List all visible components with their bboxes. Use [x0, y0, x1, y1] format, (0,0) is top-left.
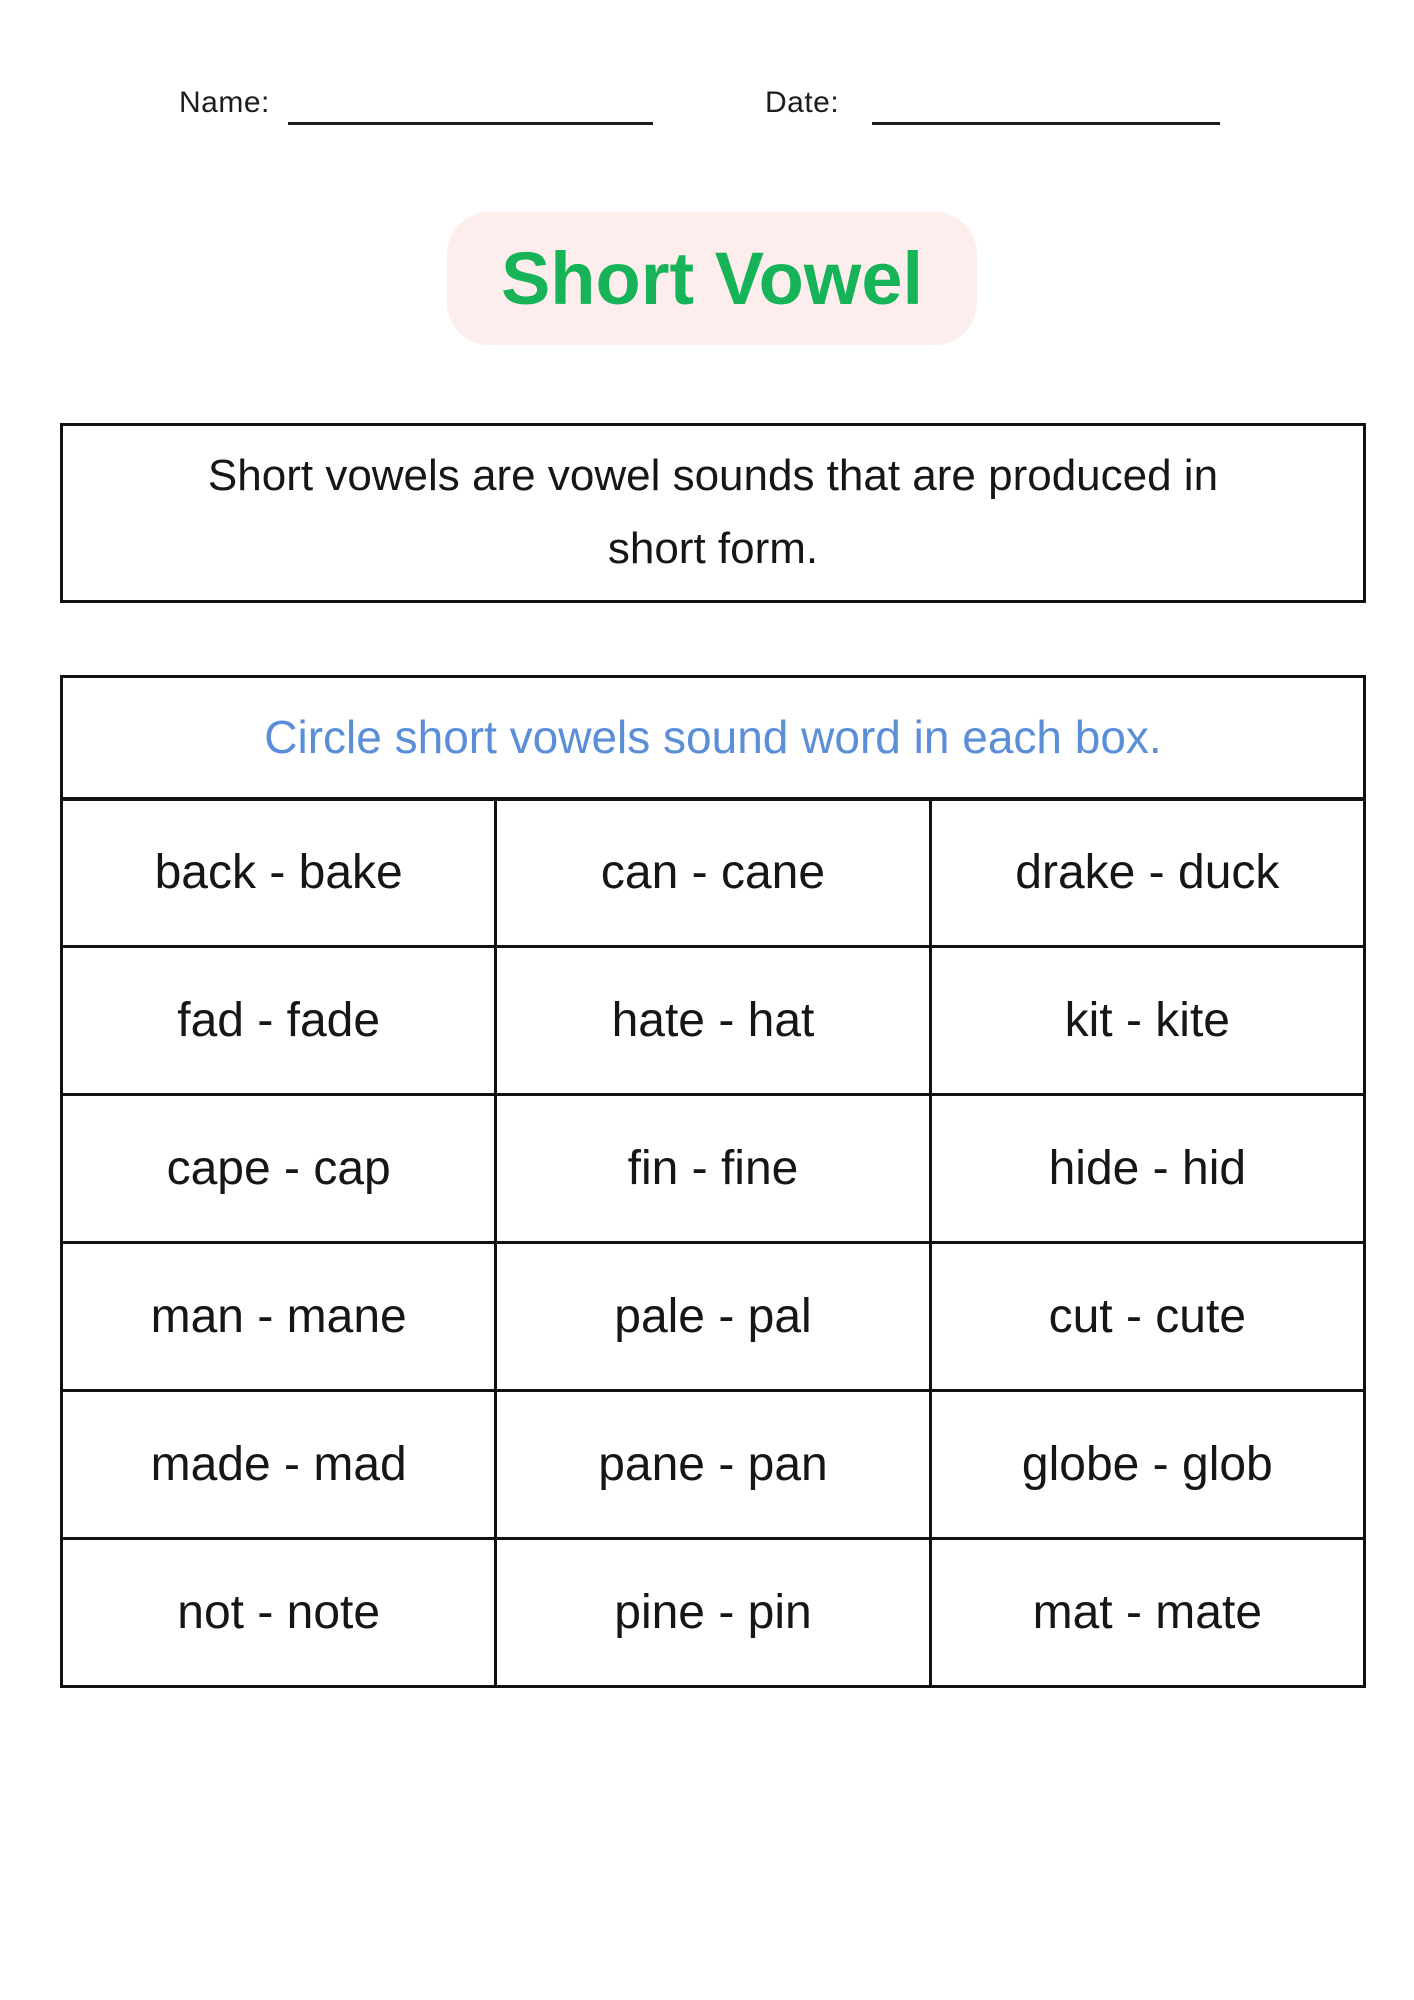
meta-row — [0, 86, 1414, 126]
word-pair-cell[interactable]: mat - mate — [930, 1539, 1364, 1687]
word-pair-cell[interactable]: made - mad — [62, 1391, 496, 1539]
date-label: Date: — [765, 86, 840, 119]
word-pair-cell[interactable]: pane - pan — [496, 1391, 930, 1539]
word-pair-cell[interactable]: can - cane — [496, 799, 930, 947]
exercise-table — [60, 675, 1366, 1688]
word-pair-cell[interactable]: not - note — [62, 1539, 496, 1687]
word-pair-cell[interactable]: fad - fade — [62, 947, 496, 1095]
date-fill-line[interactable] — [872, 122, 1220, 125]
table-row — [62, 1539, 1365, 1687]
word-pair-cell[interactable]: hide - hid — [930, 1095, 1364, 1243]
name-label: Name: — [179, 86, 270, 119]
title-badge — [447, 212, 977, 345]
table-row — [62, 1243, 1365, 1391]
instruction-text: Circle short vowels sound word in each box. — [62, 677, 1365, 799]
definition-box — [60, 423, 1366, 603]
word-pair-cell[interactable]: pale - pal — [496, 1243, 930, 1391]
word-pair-cell[interactable]: kit - kite — [930, 947, 1364, 1095]
word-pair-cell[interactable]: hate - hat — [496, 947, 930, 1095]
page-title: Short Vowel — [500, 236, 924, 320]
word-pair-cell[interactable]: back - bake — [62, 799, 496, 947]
instruction-row — [62, 677, 1365, 799]
word-pair-cell[interactable]: man - mane — [62, 1243, 496, 1391]
word-pair-cell[interactable]: globe - glob — [930, 1391, 1364, 1539]
word-pair-cell[interactable]: drake - duck — [930, 799, 1364, 947]
word-pair-cell[interactable]: cut - cute — [930, 1243, 1364, 1391]
table-row — [62, 1095, 1365, 1243]
word-pair-cell[interactable]: pine - pin — [496, 1539, 930, 1687]
table-row — [62, 799, 1365, 947]
word-pair-cell[interactable]: cape - cap — [62, 1095, 496, 1243]
word-pair-cell[interactable]: fin - fine — [496, 1095, 930, 1243]
table-row — [62, 1391, 1365, 1539]
name-fill-line[interactable] — [288, 122, 653, 125]
table-row — [62, 947, 1365, 1095]
definition-text: Short vowels are vowel sounds that are produced in short form. — [207, 451, 1219, 573]
